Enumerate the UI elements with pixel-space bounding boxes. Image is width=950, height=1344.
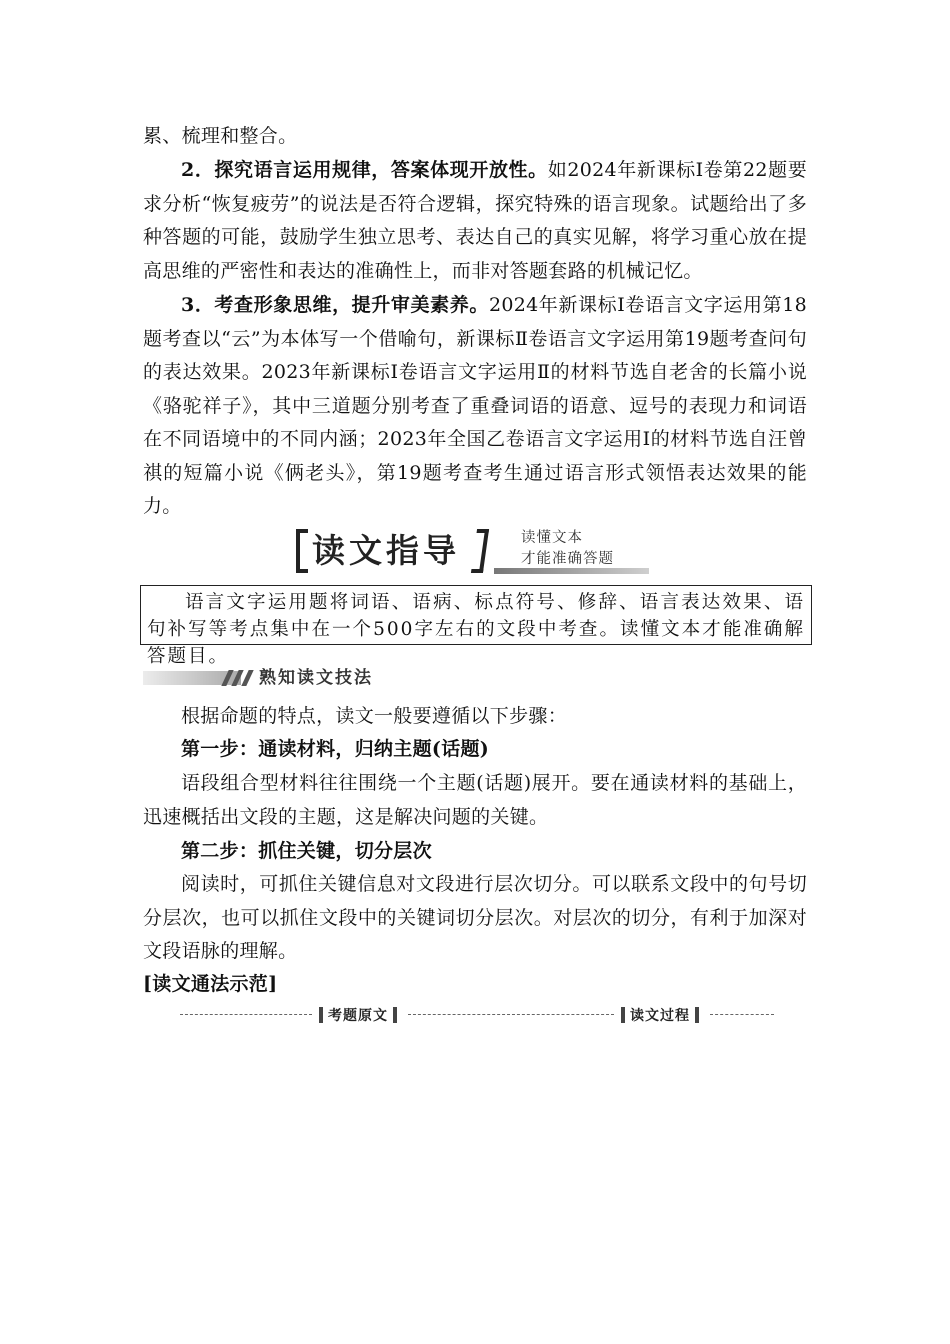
section-title: 熟知读文技法 bbox=[259, 668, 373, 688]
step-1-text: 语段组合型材料往往围绕一个主题(话题)展开。要在通读材料的基础上，迅速概括出文段的主题，这是解决问题的关键。 bbox=[143, 772, 807, 828]
reading-guide-banner bbox=[296, 527, 666, 577]
dash-line bbox=[180, 1014, 312, 1015]
intro-box bbox=[140, 585, 812, 667]
banner-underline-bar bbox=[494, 568, 649, 574]
paragraph-point-3 bbox=[143, 289, 807, 524]
label-cap-icon bbox=[393, 1007, 397, 1023]
banner-subtitle-1: 读懂文本 bbox=[521, 530, 583, 546]
column-label-process: 读文过程 bbox=[616, 1005, 704, 1025]
paragraph-continuation: 累、梳理和整合。 bbox=[143, 125, 298, 147]
dash-line bbox=[408, 1014, 614, 1015]
point-3-body: 2024年新课标Ⅰ卷语言文字运用第18题考查以“云”为本体写一个借喻句，新课标Ⅱ卷语言文字运用第19题考查问句的表达效果。2023年新课标Ⅰ卷语言文字运用Ⅱ的材料节选自老舍的长篇小说《骆驼祥子》，其中三道题分别考查了重叠词语的语意、逗号的表现力和词语在不同语境中的不同内涵；2023年全国乙卷语言文字运用Ⅰ的材料节选自汪曾祺的短篇小说《俩老头》，第19题考查考生通过语言形式领悟表达效果的能力。 bbox=[143, 294, 807, 517]
point-2-body: 如2024年新课标Ⅰ卷第22题要求分析“恢复疲劳”的说法是否符合逻辑，探究特殊的语言现象。试题给出了多种答题的可能，鼓励学生独立思考、表达自己的真实见解，将学习重心放在提高思维的严密性和表达的准确性上，而非对答题套路的机械记忆。 bbox=[143, 159, 808, 282]
left-bracket-icon bbox=[296, 529, 308, 573]
step-2-title: 第二步：抓住关键，切分层次 bbox=[181, 840, 432, 862]
section-heading bbox=[143, 667, 443, 689]
column-label-original: 考题原文 bbox=[314, 1005, 402, 1025]
right-bracket-icon bbox=[471, 529, 489, 573]
step-1-title: 第一步：通读材料，归纳主题(话题) bbox=[181, 738, 490, 760]
section-intro: 根据命题的特点，读文一般要遵循以下步骤： bbox=[181, 705, 568, 727]
label-cap-icon bbox=[621, 1007, 625, 1023]
slash-icon bbox=[241, 670, 253, 686]
step-2-text: 阅读时，可抓住关键信息对文段进行层次切分。可以联系文段中的句号切分层次，也可以抓住文段中的关键词切分层次。对层次的切分，有利于加深对文段语脉的理解。 bbox=[143, 873, 807, 962]
point-3-heading: 3．考查形象思维，提升审美素养。 bbox=[181, 294, 489, 316]
banner-title: 读文指导 bbox=[312, 531, 460, 570]
point-2-heading: 2．探究语言运用规律，答案体现开放性。 bbox=[181, 159, 548, 181]
column-divider bbox=[180, 1003, 774, 1027]
paragraph-point-2 bbox=[143, 154, 807, 288]
intro-box-text: 语言文字运用题将词语、语病、标点符号、修辞、语言表达效果、语句补写等考点集中在一个500字左右的文段中考查。读懂文本才能准确解答题目。 bbox=[147, 592, 805, 667]
dash-line bbox=[710, 1014, 774, 1015]
example-label: [读文通法示范] bbox=[143, 973, 278, 995]
label-cap-icon bbox=[319, 1007, 323, 1023]
label-cap-icon bbox=[695, 1007, 699, 1023]
banner-subtitle-2: 才能准确答题 bbox=[521, 551, 614, 567]
